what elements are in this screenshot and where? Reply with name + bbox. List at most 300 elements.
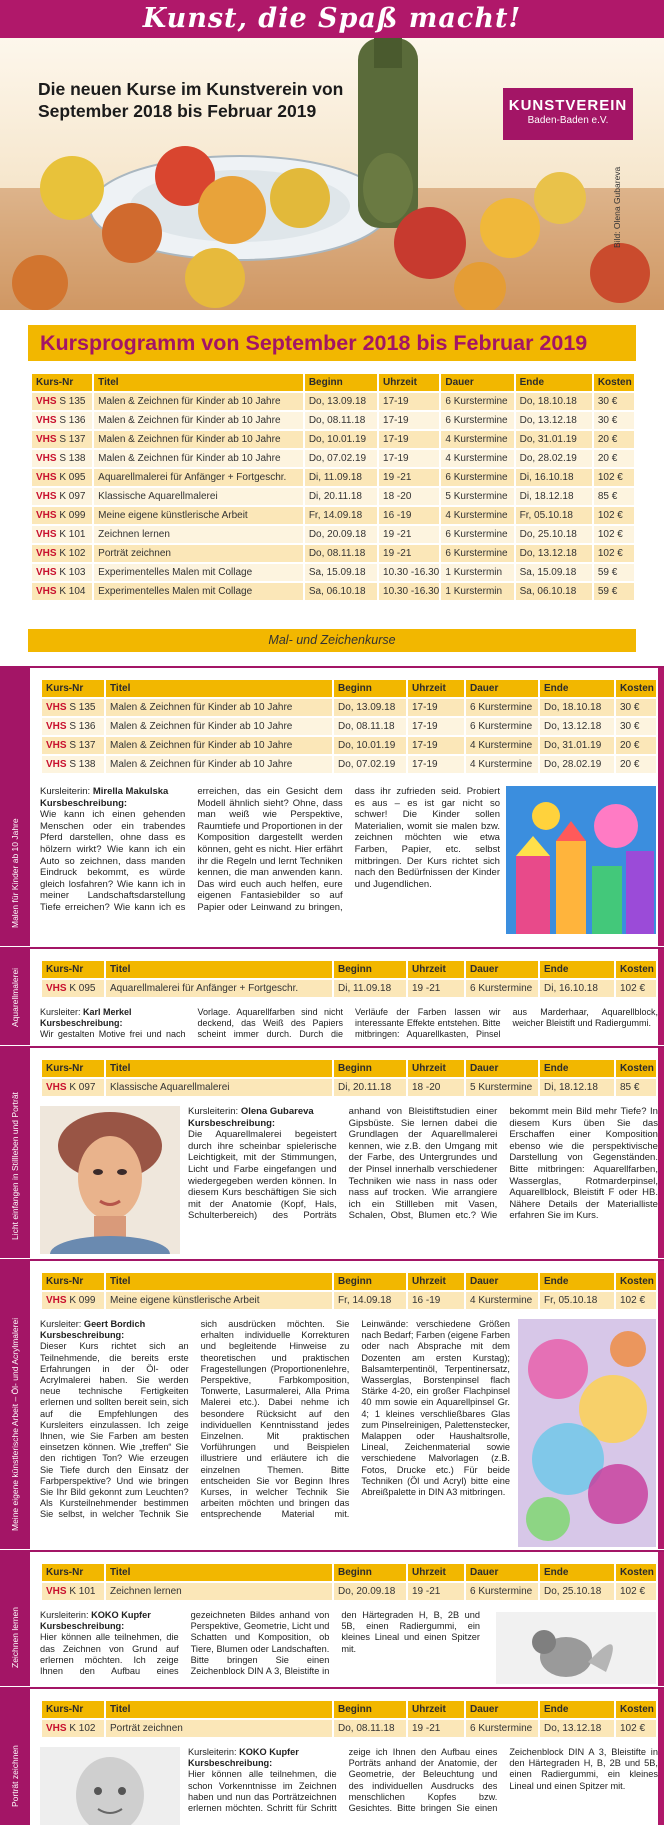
course-number-cell — [42, 737, 104, 754]
leader-name: Olena Gubareva — [240, 1106, 314, 1117]
duration-cell: 6 Kurstermine — [441, 393, 513, 410]
duration-cell: 4 Kurstermine — [466, 737, 538, 754]
table-header-row — [42, 1273, 656, 1290]
col-uhrzeit: Uhrzeit — [408, 680, 464, 697]
col-kurs-nr: Kurs-Nr — [42, 1060, 104, 1077]
vhs-prefix: VHS — [36, 434, 57, 445]
end-cell: Di, 16.10.18 — [540, 980, 614, 997]
cost-cell: 102 € — [616, 1583, 656, 1600]
course-number-cell — [32, 526, 92, 543]
course-description — [40, 1007, 658, 1045]
course-title-cell: Aquarellmalerei für Anfänger + Fortgeschr. — [106, 980, 332, 997]
vhs-prefix: VHS — [46, 759, 67, 770]
end-cell: Fr, 05.10.18 — [540, 1292, 614, 1309]
vhs-prefix: VHS — [36, 453, 57, 464]
vhs-prefix: VHS — [46, 721, 67, 732]
description-label: Kursbeschreibung: — [40, 1330, 125, 1341]
course-number: K 102 — [59, 548, 86, 559]
section-portraet — [0, 1687, 664, 1825]
right-accent-bar — [658, 1552, 664, 1686]
squirrel-drawing-image — [496, 1612, 656, 1684]
end-cell: Do, 28.02.19 — [540, 756, 614, 773]
time-cell: 17-19 — [408, 718, 464, 735]
table-header-row — [32, 374, 634, 391]
leader-label: Kursleiterin: — [188, 1106, 239, 1117]
time-cell: 16 -19 — [379, 507, 439, 524]
leader-name: KOKO Kupfer — [91, 1610, 151, 1620]
start-cell: Do, 13.09.18 — [334, 699, 406, 716]
col-ende: Ende — [540, 680, 614, 697]
duration-cell: 4 Kurstermine — [466, 756, 538, 773]
col-dauer: Dauer — [466, 680, 538, 697]
col-kurs-nr: Kurs-Nr — [32, 374, 92, 391]
program-title: Kursprogramm von September 2018 bis Februar 2019 — [28, 325, 636, 361]
duration-cell: 4 Kurstermine — [441, 450, 513, 467]
right-accent-bar — [658, 668, 664, 946]
course-title-cell: Malen & Zeichnen für Kinder ab 10 Jahre — [106, 756, 332, 773]
col-uhrzeit: Uhrzeit — [408, 1060, 464, 1077]
end-cell: Di, 16.10.18 — [516, 469, 592, 486]
end-cell: Do, 13.12.18 — [516, 412, 592, 429]
cost-cell: 102 € — [616, 1292, 656, 1309]
end-cell: Do, 18.10.18 — [516, 393, 592, 410]
side-label-text: Porträt zeichnen — [10, 1745, 20, 1807]
col-kurs-nr: Kurs-Nr — [42, 1701, 104, 1718]
time-cell: 18 -20 — [379, 488, 439, 505]
course-title-cell: Meine eigene künstlerische Arbeit — [106, 1292, 332, 1309]
duration-cell: 6 Kurstermine — [441, 526, 513, 543]
col-kurs-nr: Kurs-Nr — [42, 680, 104, 697]
col-kosten: Kosten — [616, 1701, 656, 1718]
course-number-cell — [42, 1292, 104, 1309]
side-label-text: Aquarellmalerei — [10, 967, 20, 1027]
course-number-cell — [32, 488, 92, 505]
section-zeichnen-lernen — [0, 1550, 664, 1686]
course-number: K 095 — [59, 472, 86, 483]
table-header-row — [42, 1701, 656, 1718]
child-portrait-drawing-image — [40, 1747, 180, 1825]
course-description — [40, 1319, 510, 1549]
time-cell: 10.30 -16.30 — [379, 564, 439, 581]
end-cell: Sa, 06.10.18 — [516, 583, 592, 600]
course-title-cell: Klassische Aquarellmalerei — [106, 1079, 332, 1096]
duration-cell: 6 Kurstermine — [441, 412, 513, 429]
description-text: Die Aquarellmalerei begeistert durch ihre scheinbar spielerische Leichtigkeit, mit der Stimmungen, Licht und Farbe eingefangen und wiedergegeben werden können. In diesem Kurs beschäftigen Sie sich mit der Anatomie (Kopf, Hals, Schulterbereich) des Porträts anhand von Bleistiftstudien einer Gipsbüste. Sie lernen dabei die Grundlagen der Aquarellmalerei kennen, wie z.B. den Umgang mit der Farbe, des Untergrundes und der Pinsel innerhalb verschiedener Techniken wie nass in nass oder nass auf trocken. Wie arrangiere ich ein Stillleben mit Vasen, Schalen, Obst, Blumen etc.? Wie bekommt mein Bild mehr Tiefe? In diesem Kurs üben Sie das Erschaffen einer Komposition ebenso wie die perspektivische Darstellung von Gegenständen. Bitte mitbringen: Aquarellfarben, Wasserglas, Rotmarderpinsel, Aquarellblock, Bleistift F oder HB. Nähere Details der Materialliste erfahren Sie im Kurs. — [188, 1106, 658, 1222]
duration-cell: 6 Kurstermine — [441, 545, 513, 562]
side-label-text: Malen für Kinder ab 10 Jahre — [10, 818, 20, 928]
image-credit: Bild: Olena Gubareva — [612, 166, 622, 248]
end-cell: Di, 18.12.18 — [516, 488, 592, 505]
time-cell: 17-19 — [408, 756, 464, 773]
col-uhrzeit: Uhrzeit — [408, 1273, 464, 1290]
course-number-cell — [42, 756, 104, 773]
end-cell: Do, 13.12.18 — [540, 718, 614, 735]
course-title-cell: Malen & Zeichnen für Kinder ab 10 Jahre — [106, 699, 332, 716]
top-banner — [0, 0, 664, 38]
table-header-row — [42, 1564, 656, 1581]
leader-label: Kursleiterin: — [40, 1610, 89, 1620]
cost-cell: 59 € — [594, 583, 634, 600]
col-ende: Ende — [516, 374, 592, 391]
section-kinder — [0, 666, 664, 946]
col-kurs-nr: Kurs-Nr — [42, 1273, 104, 1290]
table-row — [32, 393, 634, 410]
end-cell: Do, 31.01.19 — [540, 737, 614, 754]
cost-cell: 20 € — [616, 756, 656, 773]
table-header-row — [42, 961, 656, 978]
duration-cell: 1 Kurstermin — [441, 583, 513, 600]
leader-name: Karl Merkel — [83, 1007, 132, 1017]
course-table-body — [42, 1292, 656, 1309]
start-cell: Do, 10.01.19 — [334, 737, 406, 754]
end-cell: Do, 13.12.18 — [540, 1720, 614, 1737]
course-title-cell: Zeichnen lernen — [106, 1583, 332, 1600]
course-number: K 097 — [69, 1082, 96, 1093]
start-cell: Di, 20.11.18 — [334, 1079, 406, 1096]
start-cell: Sa, 15.09.18 — [305, 564, 377, 581]
program-table-body — [32, 393, 634, 600]
end-cell: Fr, 05.10.18 — [516, 507, 592, 524]
section-stillleben — [0, 1046, 664, 1258]
col-uhrzeit: Uhrzeit — [408, 961, 464, 978]
col-beginn: Beginn — [334, 680, 406, 697]
col-kurs-nr: Kurs-Nr — [42, 1564, 104, 1581]
col-titel: Titel — [106, 680, 332, 697]
duration-cell: 4 Kurstermine — [441, 431, 513, 448]
table-row — [32, 545, 634, 562]
col-uhrzeit: Uhrzeit — [379, 374, 439, 391]
time-cell: 19 -21 — [408, 1720, 464, 1737]
cost-cell: 85 € — [594, 488, 634, 505]
col-titel: Titel — [106, 1701, 332, 1718]
cost-cell: 102 € — [594, 507, 634, 524]
start-cell: Do, 08.11.18 — [334, 718, 406, 735]
col-beginn: Beginn — [334, 1060, 406, 1077]
col-ende: Ende — [540, 1273, 614, 1290]
duration-cell: 1 Kurstermin — [441, 564, 513, 581]
course-number: S 137 — [69, 740, 96, 751]
description-label: Kursbeschreibung: — [40, 1621, 125, 1632]
course-number-cell — [32, 564, 92, 581]
section-side-label — [0, 1048, 30, 1258]
start-cell: Do, 07.02.19 — [334, 756, 406, 773]
course-title-cell: Malen & Zeichnen für Kinder ab 10 Jahre — [94, 450, 303, 467]
cost-cell: 102 € — [594, 545, 634, 562]
table-header-row — [42, 680, 656, 697]
time-cell: 10.30 -16.30 — [379, 583, 439, 600]
course-number-cell — [32, 469, 92, 486]
vhs-prefix: VHS — [46, 1723, 67, 1734]
duration-cell: 4 Kurstermine — [466, 1292, 538, 1309]
cost-cell: 85 € — [616, 1079, 656, 1096]
section-heading-mal-zeichen: Mal- und Zeichenkurse — [28, 629, 636, 652]
cost-cell: 102 € — [594, 526, 634, 543]
vhs-prefix: VHS — [36, 491, 57, 502]
leader-label: Kursleiter: — [40, 1319, 82, 1329]
col-beginn: Beginn — [305, 374, 377, 391]
side-label-text: Zeichnen lernen — [10, 1607, 20, 1668]
leader-label: Kursleiter: — [40, 1007, 81, 1017]
right-accent-bar — [658, 1048, 664, 1258]
start-cell: Do, 10.01.19 — [305, 431, 377, 448]
course-title-cell: Klassische Aquarellmalerei — [94, 488, 303, 505]
course-title-cell: Malen & Zeichnen für Kinder ab 10 Jahre — [106, 718, 332, 735]
vhs-prefix: VHS — [46, 1586, 67, 1597]
col-titel: Titel — [106, 961, 332, 978]
table-row — [32, 412, 634, 429]
time-cell: 18 -20 — [408, 1079, 464, 1096]
portrait-watercolor-image — [40, 1106, 180, 1254]
leader-label: Kursleiterin: — [188, 1747, 237, 1757]
hero-headline: Die neuen Kurse im Kunstverein von September 2018 bis Februar 2019 — [38, 79, 344, 121]
course-number-cell — [32, 393, 92, 410]
col-beginn: Beginn — [334, 1564, 406, 1581]
table-row — [32, 507, 634, 524]
vhs-prefix: VHS — [46, 983, 67, 994]
side-label-text: Meine eigene künstlerische Arbeit – Öl- und Acrylmalerei — [10, 1317, 20, 1531]
table-row — [42, 1079, 656, 1096]
course-number-cell — [32, 431, 92, 448]
time-cell: 17-19 — [408, 737, 464, 754]
duration-cell: 6 Kurstermine — [466, 1583, 538, 1600]
duration-cell: 4 Kurstermine — [441, 507, 513, 524]
table-row — [42, 1583, 656, 1600]
description-label: Kursbeschreibung: — [188, 1758, 273, 1769]
col-kosten: Kosten — [594, 374, 634, 391]
cost-cell: 30 € — [616, 718, 656, 735]
course-number: S 135 — [69, 702, 96, 713]
section-aquarell — [0, 947, 664, 1045]
cost-cell: 30 € — [616, 699, 656, 716]
table-row — [32, 431, 634, 448]
vhs-prefix: VHS — [46, 1295, 67, 1306]
course-number-cell — [42, 980, 104, 997]
course-number-cell — [42, 699, 104, 716]
col-titel: Titel — [106, 1060, 332, 1077]
description-label: Kursbeschreibung: — [188, 1117, 276, 1129]
start-cell: Sa, 06.10.18 — [305, 583, 377, 600]
time-cell: 19 -21 — [408, 1583, 464, 1600]
course-number-cell — [42, 1079, 104, 1096]
start-cell: Do, 08.11.18 — [305, 412, 377, 429]
end-cell: Di, 18.12.18 — [540, 1079, 614, 1096]
section-side-label — [0, 1261, 30, 1549]
col-kosten: Kosten — [616, 1564, 656, 1581]
end-cell: Do, 25.10.18 — [540, 1583, 614, 1600]
cost-cell: 102 € — [616, 980, 656, 997]
course-title-cell: Malen & Zeichnen für Kinder ab 10 Jahre — [94, 431, 303, 448]
side-label-text: Licht einfangen in Stillleben und Porträt — [10, 1092, 20, 1240]
col-uhrzeit: Uhrzeit — [408, 1701, 464, 1718]
vhs-prefix: VHS — [36, 396, 57, 407]
duration-cell: 6 Kurstermine — [441, 469, 513, 486]
col-ende: Ende — [540, 1701, 614, 1718]
start-cell: Do, 08.11.18 — [305, 545, 377, 562]
cost-cell: 20 € — [616, 737, 656, 754]
start-cell: Fr, 14.09.18 — [334, 1292, 406, 1309]
course-table-body — [42, 1583, 656, 1600]
start-cell: Do, 13.09.18 — [305, 393, 377, 410]
leader-name: Mirella Makulska — [92, 786, 169, 797]
col-ende: Ende — [540, 1564, 614, 1581]
col-kosten: Kosten — [616, 1273, 656, 1290]
col-titel: Titel — [94, 374, 303, 391]
description-text: Wie kann ich einen gehenden Menschen oder ein trabendes Pferd darstellen, ohne dass es hölzern wirkt? Wie kann ich ein Auto so zeichnen, dass manden Eindruck bekommt, es würde gleich losfahren? Wie kann ich in meiner Landschaftsdarstellung Tiefe erreichen? Wie kann ich es erreichen, das ein Gesicht dem Modell ähnlich sieht? Ohne, dass man weiß wie Perspektive, Raumtiefe und Proportionen in der Komposition dargestellt werden können, geht es nicht. Hier erfährt ihr die Regeln und lernt Techniken kennen, die man anwenden kann. Das wird euch auch helfen, eure eigenen Fantasiebilder so auf Papier oder Leinwand zu bringen, dass ihr zufrieden seid. Probiert es aus – es ist gar nicht so schwer! Die Kinder sollen Materialien, womit sie malen bzw. zeichnen möchten wie etwa Farben, Papier, etc. selbst mitbringen. Der Kurs richtet sich nach den Bedürfnissen der Kinder und Jugendlichen. — [40, 786, 500, 913]
course-number: K 102 — [69, 1723, 96, 1734]
course-table-body — [42, 1720, 656, 1737]
start-cell: Do, 08.11.18 — [334, 1720, 406, 1737]
col-kosten: Kosten — [616, 961, 656, 978]
start-cell: Do, 20.09.18 — [305, 526, 377, 543]
course-number-cell — [42, 718, 104, 735]
end-cell: Sa, 15.09.18 — [516, 564, 592, 581]
time-cell: 17-19 — [379, 450, 439, 467]
description-label: Kursbeschreibung: — [40, 1018, 123, 1028]
description-text: Wir gestalten Motive frei und nach Vorlage. Aquarellfarben sind nicht deckend, das Weiß des Papiers scheint immer durch. Durch die Verläufe der Farben lassen wir interessante Effekte entstehen. Bitte mitbringen: Aquarellkasten, Pinsel aus Marderhaar, Aquarellblock, weicher Bleistift und Radiergummi. — [40, 1007, 658, 1039]
vhs-prefix: VHS — [36, 472, 57, 483]
description-text: Hier können alle teilnehmen, die das Zeichnen von Grund auf erlernen möchten. Ich zeige Ihnen den Aufbau eines gezeichneten Bildes anhand von Perspektive, Geometrie, Licht und Schatten und Komposition, ob Tiere, Blumen oder Landschaften. Bitte bringen Sie einen Zeichenblock DIN A 3, Bleistifte in den Härtegraden H, B, 2B und 5B, einen Radiergummi, ein kleines Lineal und einen Spitzer mit. — [40, 1610, 480, 1677]
duration-cell: 5 Kurstermine — [466, 1079, 538, 1096]
time-cell: 17-19 — [379, 393, 439, 410]
course-description — [40, 786, 500, 936]
col-dauer: Dauer — [466, 961, 538, 978]
col-dauer: Dauer — [466, 1564, 538, 1581]
cost-cell: 30 € — [594, 393, 634, 410]
course-table — [40, 1058, 658, 1098]
course-number: K 101 — [59, 529, 86, 540]
course-table-body — [42, 980, 656, 997]
cost-cell: 102 € — [616, 1720, 656, 1737]
cost-cell: 59 € — [594, 564, 634, 581]
table-row — [32, 583, 634, 600]
course-number-cell — [32, 450, 92, 467]
course-title-cell: Experimentelles Malen mit Collage — [94, 564, 303, 581]
course-number-cell — [32, 507, 92, 524]
course-number: S 138 — [59, 453, 86, 464]
leader-label: Kursleiterin: — [40, 786, 91, 797]
section-side-label — [0, 949, 30, 1045]
vhs-prefix: VHS — [46, 740, 67, 751]
logo-name: KUNSTVEREIN — [508, 97, 628, 114]
description-text: Dieser Kurs richtet sich an Teilnehmende, die bereits erste Erfahrungen in der Öl- oder Acrylmalerei haben. Sie werden neue technische Fertigkeiten erlernen und sollten bereit sein, sich auf die Empfehlungen des Kursleiters einzulassen. Ich zeige Ihnen, wie Sie Farben am besten einsetzen können. Wie „treffen“ Sie den richtigen Ton? Wie erzeugen Sie Tiefe durch den Einsatz der Farbperspektive? Und wie bringen Sie Ihr Bild gekonnt zum Leuchten? Als Kursteilnehmender bestimmen Sie selbst, in welcher Technik Sie sich ausdrücken möchten. Sie erhalten individuelle Korrekturen und begleitende Hinweise zu theoretischen und praktischen Fragestellungen (Proportionenlehre, Perspektive, Farbkomposition, Tonwerte, Lasurmalerei, Alla Prima Malerei etc.). Dabei nehme ich besondere Rücksicht auf den individuellen Kenntnisstand jedes Einzelnen. Mit praktischen Vorführungen und Beispielen illustriere und erläutere ich die einzelnen Themen. Bitte entscheiden Sie vor Beginn Ihres Kurses, in welcher Technik Sie arbeiten möchten und bringen das entsprechende Material mit. Leinwände: verschiedene Größen nach Bedarf; Farben (eigene Farben oder nach Absprache mit dem Dozenten am ersten Kurstag); Balsamterpentinöl, Terpentinersatz, Wasserglas, Borstenpinsel flach Stärke 4-20, ein großer Flachpinsel 40 mm sowie ein Aquarellpinsel Gr. 4; 1 kleines verschließbares Glas zum Pinselreinigen, Palettenstecker, Malappen oder Haushaltsrolle, Lineal, Zeichenmaterial sowie verschiedene Malvorlagen (z.B. Fotos, Drucke etc.) Für beide Techniken (Öl und Acryl) bitte eine Abreißpalette in DIN A3 mitbringen. — [40, 1319, 510, 1520]
abstract-flowers-image — [518, 1319, 656, 1547]
cost-cell: 102 € — [594, 469, 634, 486]
table-row — [42, 756, 656, 773]
children-painting-image — [506, 786, 656, 934]
end-cell: Do, 28.02.19 — [516, 450, 592, 467]
vhs-prefix: VHS — [46, 1082, 67, 1093]
course-title-cell: Aquarellmalerei für Anfänger + Fortgeschr. — [94, 469, 303, 486]
time-cell: 19 -21 — [379, 545, 439, 562]
duration-cell: 6 Kurstermine — [466, 980, 538, 997]
course-number-cell — [42, 1720, 104, 1737]
course-number-cell — [32, 583, 92, 600]
section-kuenstlerische-arbeit — [0, 1259, 664, 1549]
kunstverein-logo — [503, 88, 633, 140]
section-side-label — [0, 668, 30, 946]
table-row — [42, 699, 656, 716]
section-side-label — [0, 1689, 30, 1825]
course-title-cell: Malen & Zeichnen für Kinder ab 10 Jahre — [94, 393, 303, 410]
col-uhrzeit: Uhrzeit — [408, 1564, 464, 1581]
table-row — [32, 450, 634, 467]
course-number: K 097 — [59, 491, 86, 502]
course-number: K 099 — [59, 510, 86, 521]
time-cell: 17-19 — [379, 412, 439, 429]
course-table — [40, 678, 658, 775]
course-table-body — [42, 699, 656, 773]
duration-cell: 5 Kurstermine — [441, 488, 513, 505]
section-side-label — [0, 1552, 30, 1686]
course-title-cell: Meine eigene künstlerische Arbeit — [94, 507, 303, 524]
col-beginn: Beginn — [334, 961, 406, 978]
course-number: K 104 — [59, 586, 86, 597]
course-table — [40, 1699, 658, 1739]
vhs-prefix: VHS — [36, 548, 57, 559]
course-title-cell: Experimentelles Malen mit Collage — [94, 583, 303, 600]
start-cell: Di, 11.09.18 — [334, 980, 406, 997]
table-row — [42, 718, 656, 735]
course-number-cell — [42, 1583, 104, 1600]
course-number: S 136 — [59, 415, 86, 426]
time-cell: 17-19 — [379, 431, 439, 448]
course-number: K 101 — [69, 1586, 96, 1597]
vhs-prefix: VHS — [36, 415, 57, 426]
table-header-row — [42, 1060, 656, 1077]
table-row — [32, 488, 634, 505]
start-cell: Di, 11.09.18 — [305, 469, 377, 486]
table-row — [42, 737, 656, 754]
course-title-cell: Zeichnen lernen — [94, 526, 303, 543]
col-titel: Titel — [106, 1273, 332, 1290]
course-title-cell: Malen & Zeichnen für Kinder ab 10 Jahre — [106, 737, 332, 754]
right-accent-bar — [658, 1689, 664, 1825]
logo-subtitle: Baden-Baden e.V. — [527, 115, 609, 126]
end-cell: Do, 25.10.18 — [516, 526, 592, 543]
col-titel: Titel — [106, 1564, 332, 1581]
col-kosten: Kosten — [616, 680, 656, 697]
start-cell: Fr, 14.09.18 — [305, 507, 377, 524]
col-ende: Ende — [540, 961, 614, 978]
course-description — [188, 1106, 658, 1256]
table-row — [32, 469, 634, 486]
start-cell: Di, 20.11.18 — [305, 488, 377, 505]
time-cell: 19 -21 — [379, 526, 439, 543]
vhs-prefix: VHS — [36, 567, 57, 578]
time-cell: 19 -21 — [408, 980, 464, 997]
vhs-prefix: VHS — [36, 586, 57, 597]
hero-image — [0, 38, 664, 310]
course-number: K 099 — [69, 1295, 96, 1306]
course-number: S 136 — [69, 721, 96, 732]
table-row — [32, 564, 634, 581]
time-cell: 17-19 — [408, 699, 464, 716]
col-dauer: Dauer — [441, 374, 513, 391]
course-table-body — [42, 1079, 656, 1096]
cost-cell: 20 € — [594, 450, 634, 467]
cost-cell: 20 € — [594, 431, 634, 448]
course-description — [188, 1747, 658, 1825]
leader-name: KOKO Kupfer — [239, 1747, 299, 1757]
table-row — [42, 1292, 656, 1309]
col-beginn: Beginn — [334, 1701, 406, 1718]
right-accent-bar — [658, 1261, 664, 1549]
course-table — [40, 1562, 658, 1602]
duration-cell: 6 Kurstermine — [466, 1720, 538, 1737]
course-number: K 095 — [69, 983, 96, 994]
vhs-prefix: VHS — [36, 510, 57, 521]
course-number: S 138 — [69, 759, 96, 770]
